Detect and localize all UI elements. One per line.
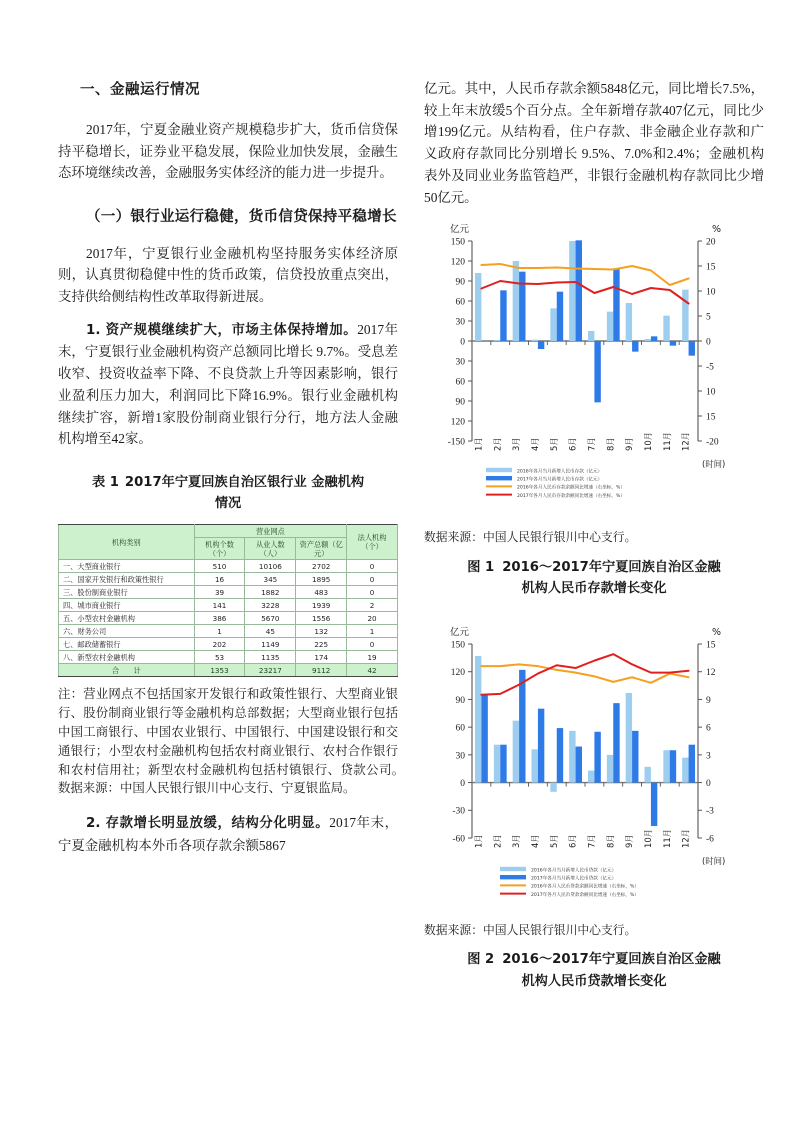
- chart-bar: [519, 272, 525, 341]
- paragraph-banking: 2017年，宁夏银行业金融机构坚持服务实体经济原则，认真贯彻稳健中性的货币政策，信贷投放重点突出，支持供给侧结构性改革取得新进展。: [58, 245, 398, 304]
- figure-2-caption: [424, 949, 764, 992]
- th-legal-entities: 法人机构（个）: [347, 525, 398, 560]
- y2-axis-tick-label: 15: [706, 262, 716, 273]
- y-axis-unit: 亿元: [450, 224, 470, 236]
- cell-total-staff: 23217: [245, 664, 296, 677]
- cell-category: 七、邮政储蓄银行: [59, 638, 195, 651]
- legend-label: 2017年各月人民币贷款余额同比增速（右坐标，%）: [531, 892, 639, 898]
- chart-bar: [651, 782, 657, 825]
- x-axis-tick-label: 7月: [586, 437, 597, 452]
- th-total-assets: 资产总额（亿元）: [296, 538, 347, 560]
- cell-staff: 45: [245, 625, 296, 638]
- figure-2-title-line1: 2016～2017年宁夏回族自治区金融: [502, 952, 721, 968]
- chart-bar: [588, 770, 594, 782]
- x-axis-tick-label: 3月: [511, 833, 522, 848]
- cell-legal: 0: [347, 560, 398, 573]
- legend-label: 2016年各月人民币贷款余额同比增速（右坐标，%）: [531, 884, 639, 890]
- table-row: [59, 638, 398, 651]
- paragraph-deposits-continued: 亿元。其中，人民币存款余额5848亿元，同比增长7.5%，较上年末放缓5个百分点。全年新增存款407亿元，同比少增199亿元。从结构看，住户存款、非金融企业存款和广义政府存款同比分别增长 9.5%、7.0%和2.4%；金融机构表外及同业业务监管趋严，非银行金融机构存款同比少增50亿元。: [424, 81, 764, 205]
- y2-axis-tick-label: -3: [706, 806, 714, 817]
- chart-bar: [475, 273, 481, 341]
- cell-legal: 2: [347, 599, 398, 612]
- chart-bar: [594, 731, 600, 782]
- y2-axis-tick-label: 9: [706, 695, 711, 706]
- y2-axis-tick-label: 5: [706, 312, 711, 323]
- subsection-title: （一）银行业运行稳健，货币信贷保持平稳增长: [86, 209, 397, 226]
- cell-count: 39: [194, 586, 245, 599]
- chart-bar: [500, 291, 506, 342]
- legend-label: 2017年各月当月新增人民币贷款（亿元）: [531, 876, 617, 882]
- cell-legal: 20: [347, 612, 398, 625]
- table-total-row: [59, 664, 398, 677]
- paragraph-deposits-body: 2017年末，宁夏金融机构本外币各项存款余额5867: [58, 815, 398, 853]
- y2-axis-tick-label: -5: [706, 362, 714, 373]
- chart-bar: [651, 337, 657, 342]
- cell-count: 386: [194, 612, 245, 625]
- y-axis-tick-label: 90: [455, 695, 465, 706]
- figure-2-lead: 图 2: [467, 952, 495, 968]
- chart-bar: [663, 750, 669, 782]
- loan-growth-chart: [424, 622, 754, 912]
- chart-bar: [494, 341, 500, 342]
- paragraph-intro: 2017年，宁夏金融业资产规模稳步扩大，货币信贷保持平稳增长，证券业平稳发展，保险业加快发展，金融生态环境继续改善，金融服务实体经济的能力进一步提升。: [58, 122, 398, 181]
- cell-total-assets: 9112: [296, 664, 347, 677]
- cell-assets: 1895: [296, 573, 347, 586]
- chart-bar: [519, 670, 525, 783]
- cell-legal: 0: [347, 586, 398, 599]
- table-row: [59, 586, 398, 599]
- cell-staff: 1149: [245, 638, 296, 651]
- x-axis-tick-label: 11月: [661, 828, 672, 848]
- table-row: [59, 612, 398, 625]
- y-axis-tick-label: 30: [455, 317, 465, 328]
- th-category: 机构类别: [59, 525, 195, 560]
- chart-bar: [632, 341, 638, 352]
- x-axis-tick-label: 8月: [605, 833, 616, 848]
- y2-axis-tick-label: 12: [706, 667, 716, 678]
- y-axis-tick-label: 60: [455, 377, 465, 388]
- chart-bar: [626, 693, 632, 783]
- legend-swatch: [486, 476, 512, 480]
- cell-staff: 5670: [245, 612, 296, 625]
- x-axis-tick-label: 2月: [492, 437, 503, 452]
- chart-bar: [670, 341, 676, 346]
- cell-assets: 225: [296, 638, 347, 651]
- cell-category: 六、财务公司: [59, 625, 195, 638]
- cell-count: 510: [194, 560, 245, 573]
- x-axis-tick-label: 6月: [567, 437, 578, 452]
- y2-axis-tick-label: 20: [706, 237, 716, 248]
- y2-axis-tick-label: 10: [706, 387, 716, 398]
- y2-axis-tick-label: -6: [706, 834, 714, 845]
- legend-label: 2017年各月当月新增人民币存款（亿元）: [517, 477, 603, 483]
- chart-bar: [689, 744, 695, 782]
- chart-bar: [538, 708, 544, 782]
- chart-bar: [689, 341, 695, 356]
- chart-bar: [632, 730, 638, 782]
- chart-bar: [613, 269, 619, 342]
- legend-swatch: [500, 866, 526, 870]
- y-axis-tick-label: -150: [447, 437, 465, 448]
- chart-bar: [569, 730, 575, 782]
- y2-axis-tick-label: 3: [706, 750, 711, 761]
- x-axis-tick-label: 12月: [680, 432, 691, 452]
- table-caption-line2: 情况: [214, 496, 242, 512]
- chart-bar: [500, 744, 506, 782]
- table-row: [59, 599, 398, 612]
- cell-staff: 10106: [245, 560, 296, 573]
- y-axis-tick-label: 90: [455, 277, 465, 288]
- y-axis-tick-label: 150: [450, 237, 465, 248]
- y-axis-tick-label: 60: [455, 297, 465, 308]
- table-caption: [58, 472, 398, 514]
- table-body: [59, 560, 398, 664]
- paragraph-deposits: [58, 812, 398, 856]
- legend-label: 2017年各月人民币存款余额同比增速（右坐标，%）: [517, 494, 625, 500]
- y-axis-tick-label: 120: [450, 257, 465, 268]
- legend-label: 2016年各月人民币存款余额同比增速（右坐标，%）: [517, 485, 625, 491]
- x-axis-tick-label: 11月: [661, 432, 672, 452]
- x-axis-tick-label: 10月: [642, 828, 653, 848]
- chart-bar: [550, 782, 556, 791]
- two-column-layout: [58, 78, 764, 1082]
- figure-2-chart: [424, 622, 764, 912]
- cell-count: 53: [194, 651, 245, 664]
- table-row: [59, 573, 398, 586]
- section-title: 一、金融运行情况: [80, 82, 200, 98]
- x-axis-tick-label: 4月: [529, 437, 540, 452]
- chart-bar: [594, 341, 600, 402]
- table-note: 注：营业网点不包括国家开发银行和政策性银行、大型商业银行、股份制商业银行等金融机构总部数据；大型商业银行包括中国工商银行、中国农业银行、中国银行、中国建设银行和交通银行；小型农村金融机构包括农村商业银行、农村合作银行和农村信用社；新型农村金融机构包括村镇银行、贷款公司。 数据来源：中国人民银行银川中心支行、宁夏银监局。: [58, 687, 411, 796]
- chart-bar: [588, 331, 594, 341]
- left-column: [58, 78, 411, 1082]
- legend-swatch: [486, 468, 512, 472]
- cell-staff: 1135: [245, 651, 296, 664]
- th-group-branches: 营业网点: [194, 525, 347, 538]
- cell-staff: 3228: [245, 599, 296, 612]
- chart-bar: [607, 755, 613, 783]
- x-axis-tick-label: 1月: [473, 833, 484, 848]
- cell-category: 三、股份制商业银行: [59, 586, 195, 599]
- legend-swatch: [500, 875, 526, 879]
- table-row: [59, 560, 398, 573]
- x-axis-tick-label: 8月: [605, 437, 616, 452]
- y-axis-tick-label: 90: [455, 397, 465, 408]
- cell-category: 一、大型商业银行: [59, 560, 195, 573]
- figure-1-title-line1: 2016～2017年宁夏回族自治区金融: [502, 559, 721, 575]
- figure-2-title-line2: 机构人民币贷款增长变化: [521, 973, 667, 989]
- y-axis-unit: 亿元: [450, 626, 470, 638]
- paragraph-deposits-lead: 2. 存款增长明显放缓，结构分化明显。: [86, 816, 330, 832]
- chart-bar: [682, 757, 688, 782]
- chart-bar: [645, 767, 651, 783]
- cell-legal: 1: [347, 625, 398, 638]
- cell-count: 202: [194, 638, 245, 651]
- x-axis-tick-label: 9月: [624, 437, 635, 452]
- cell-assets: 174: [296, 651, 347, 664]
- paragraph-assets-lead: 1. 资产规模继续扩大，市场主体保持增加。: [86, 322, 358, 338]
- cell-legal: 19: [347, 651, 398, 664]
- cell-category: 八、新型农村金融机构: [59, 651, 195, 664]
- cell-assets: 1556: [296, 612, 347, 625]
- y2-axis-tick-label: 15: [706, 412, 716, 423]
- y-axis-tick-label: 60: [455, 723, 465, 734]
- chart-bar: [569, 241, 575, 341]
- x-axis-tick-label: 5月: [548, 437, 559, 452]
- chart-bar: [513, 261, 519, 341]
- x-axis-tick-label: 6月: [567, 833, 578, 848]
- table-caption-text: 2017年宁夏回族自治区银行业 金融机构: [124, 474, 365, 490]
- x-axis-tick-label: 12月: [680, 828, 691, 848]
- cell-category: 二、国家开发银行和政策性银行: [59, 573, 195, 586]
- x-axis-label: (时间): [702, 459, 726, 470]
- cell-legal: 0: [347, 638, 398, 651]
- deposit-growth-chart: [424, 219, 754, 519]
- chart-bar: [538, 341, 544, 349]
- bank-institutions-table: [58, 524, 398, 677]
- figure-2-source: 数据来源：中国人民银行银川中心支行。: [424, 922, 637, 937]
- th-staff-count: 从业人数（人）: [245, 538, 296, 560]
- chart-bar: [557, 292, 563, 341]
- chart-bar: [607, 312, 613, 341]
- y2-axis-tick-label: 10: [706, 287, 716, 298]
- paragraph-assets-body: 2017年末，宁夏银行业金融机构资产总额同比增长 9.7%。受息差收窄、投资收益率下降、不良贷款上升等因素影响，银行业盈利压力加大，利润同比下降16.9%。银行业金融机构继续扩容，新增1家股份制商业银行分行，地方法人金融机构增至42家。: [58, 321, 398, 447]
- y2-axis-tick-label: 6: [706, 723, 711, 734]
- y2-axis-tick-label: 15: [706, 640, 716, 651]
- y-axis-tick-label: 0: [460, 778, 465, 789]
- x-axis-tick-label: 10月: [642, 432, 653, 452]
- y-axis-tick-label: 120: [450, 667, 465, 678]
- x-axis-tick-label: 2月: [492, 833, 503, 848]
- x-axis-tick-label: 9月: [624, 833, 635, 848]
- cell-legal: 0: [347, 573, 398, 586]
- cell-count: 16: [194, 573, 245, 586]
- y-axis-tick-label: 0: [460, 337, 465, 348]
- figure-1-caption: [424, 557, 764, 600]
- figure-1-lead: 图 1: [467, 559, 495, 575]
- y2-axis-tick-label: -20: [706, 437, 719, 448]
- cell-count: 141: [194, 599, 245, 612]
- cell-assets: 1939: [296, 599, 347, 612]
- x-axis-tick-label: 3月: [511, 437, 522, 452]
- chart-bar: [494, 744, 500, 782]
- cell-category: 五、小型农村金融机构: [59, 612, 195, 625]
- chart-bar: [670, 750, 676, 782]
- chart-bar: [481, 694, 487, 782]
- figure-1-source: 数据来源：中国人民银行银川中心支行。: [424, 530, 637, 545]
- chart-bar: [645, 339, 651, 341]
- y2-axis-unit: %: [712, 626, 722, 638]
- x-axis-tick-label: 4月: [529, 833, 540, 848]
- right-column: [424, 78, 764, 1082]
- chart-bar: [682, 290, 688, 341]
- y-axis-tick-label: 150: [450, 640, 465, 651]
- cell-total-label: 合 计: [59, 664, 195, 677]
- table-row: [59, 651, 398, 664]
- chart-bar: [613, 703, 619, 782]
- figure-1-title-line2: 机构人民币存款增长变化: [521, 581, 667, 597]
- chart-bar: [475, 656, 481, 783]
- x-axis-label: (时间): [702, 855, 726, 866]
- table-foot: [59, 664, 398, 677]
- y-axis-tick-label: 120: [450, 417, 465, 428]
- y-axis-tick-label: 30: [455, 357, 465, 368]
- figure-1-chart: [424, 219, 764, 519]
- cell-staff: 345: [245, 573, 296, 586]
- table-row: [59, 625, 398, 638]
- legend-label: 2016年各月当月新增人民币存款（亿元）: [517, 469, 603, 475]
- chart-bar: [550, 309, 556, 342]
- cell-assets: 2702: [296, 560, 347, 573]
- chart-bar: [576, 746, 582, 782]
- chart-line: [481, 281, 688, 304]
- th-branch-count: 机构个数（个）: [194, 538, 245, 560]
- cell-total-legal: 42: [347, 664, 398, 677]
- table-head: [59, 525, 398, 560]
- cell-count: 1: [194, 625, 245, 638]
- paragraph-assets: [58, 319, 398, 450]
- y-axis-tick-label: -60: [452, 834, 465, 845]
- chart-bar: [532, 749, 538, 782]
- cell-category: 四、城市商业银行: [59, 599, 195, 612]
- cell-assets: 483: [296, 586, 347, 599]
- legend-label: 2016年各月当月新增人民币贷款（亿元）: [531, 867, 617, 873]
- chart-bar: [532, 340, 538, 341]
- y-axis-tick-label: -30: [452, 806, 465, 817]
- cell-assets: 132: [296, 625, 347, 638]
- table-caption-lead: 表 1: [91, 474, 119, 490]
- chart-bar: [513, 720, 519, 782]
- chart-bar: [576, 241, 582, 342]
- x-axis-tick-label: 5月: [548, 833, 559, 848]
- y2-axis-tick-label: 0: [706, 778, 711, 789]
- cell-total-count: 1353: [194, 664, 245, 677]
- x-axis-tick-label: 1月: [473, 437, 484, 452]
- y2-axis-tick-label: 0: [706, 337, 711, 348]
- chart-bar: [557, 728, 563, 783]
- y-axis-tick-label: 30: [455, 750, 465, 761]
- chart-bar: [626, 303, 632, 341]
- chart-bar: [663, 316, 669, 341]
- x-axis-tick-label: 7月: [586, 833, 597, 848]
- cell-staff: 1882: [245, 586, 296, 599]
- y2-axis-unit: %: [712, 224, 722, 236]
